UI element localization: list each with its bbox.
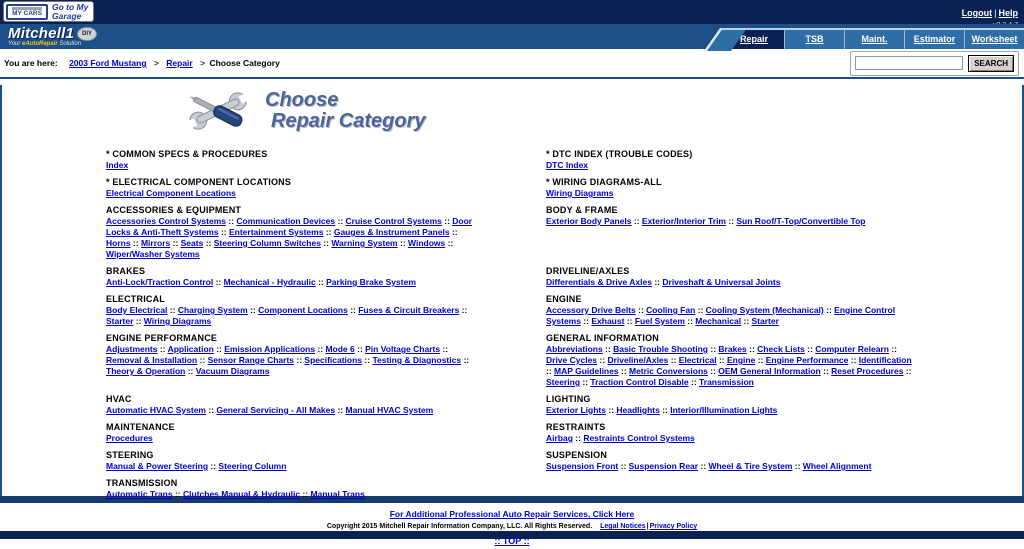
link-separator: :: <box>792 461 803 471</box>
tab-tsb[interactable]: TSB <box>784 30 844 49</box>
category-link[interactable]: Starter <box>751 316 779 326</box>
link-separator: :: <box>580 377 591 387</box>
category-link[interactable]: Sensor Range Charts <box>207 355 295 365</box>
category-link[interactable]: Entertainment Systems <box>228 227 324 237</box>
category-link[interactable]: Starter <box>106 316 134 326</box>
category-section-suspension <box>546 450 918 472</box>
category-title: LIGHTING <box>546 394 591 404</box>
link-separator: :: <box>130 238 141 248</box>
category-link[interactable]: Identification <box>858 355 912 365</box>
link-separator: :: <box>172 489 183 499</box>
category-link[interactable]: Transmission <box>699 377 754 387</box>
privacy-policy-link[interactable]: Privacy Policy <box>649 523 698 530</box>
category-link[interactable]: Brakes <box>718 344 747 354</box>
category-link[interactable]: Emission Applications <box>224 344 316 354</box>
category-links <box>106 489 478 500</box>
link-separator: :: <box>294 355 305 365</box>
professional-services-link[interactable]: For Additional Professional Auto Repair Services, Click Here <box>389 509 635 519</box>
category-link[interactable]: MAP Guidelines <box>554 366 619 376</box>
category-link[interactable]: Seats <box>180 238 204 248</box>
link-separator: :: <box>213 277 224 287</box>
link-separator: :: <box>651 277 663 287</box>
category-section-brakes <box>106 266 478 288</box>
category-link[interactable]: Warning System <box>331 238 398 248</box>
page-title-line2: Repair Category <box>271 110 426 132</box>
footer <box>0 503 1024 546</box>
link-separator: :: <box>688 377 700 387</box>
category-link[interactable]: Fuel System <box>634 316 685 326</box>
link-separator: :: <box>440 344 449 354</box>
link-separator: :: <box>618 461 629 471</box>
link-separator: :: <box>708 344 719 354</box>
category-links <box>546 277 918 288</box>
top-bar <box>0 0 1024 24</box>
link-separator: :: <box>461 355 470 365</box>
my-cars-plate-icon <box>6 4 48 20</box>
link-separator: :: <box>618 366 629 376</box>
category-link[interactable]: Door Locks & Anti-Theft Systems <box>106 216 473 237</box>
category-links <box>106 305 478 327</box>
category-title: ENGINE <box>546 294 582 304</box>
mitchell1-logo[interactable] <box>8 25 97 47</box>
category-title: * WIRING DIAGRAMS-ALL <box>546 177 662 187</box>
category-link[interactable]: Mechanical <box>695 316 742 326</box>
category-link[interactable]: Driveshaft & Universal Joints <box>662 277 781 287</box>
copyright-text: Copyright 2015 Mitchell Repair Information Company, LLC. All Rights Reserved. <box>326 523 593 530</box>
breadcrumb <box>4 58 280 68</box>
category-links <box>106 160 478 171</box>
category-link[interactable]: Theory & Operation <box>106 366 186 376</box>
link-separator: :: <box>707 366 719 376</box>
category-link[interactable]: Steering Column Switches <box>213 238 321 248</box>
link-separator: :: <box>695 305 706 315</box>
tab-worksheet[interactable]: Worksheet <box>964 30 1024 49</box>
breadcrumb-row <box>0 49 1024 79</box>
category-links <box>106 344 478 377</box>
link-separator: :: <box>597 355 608 365</box>
category-link[interactable]: Steering <box>546 377 581 387</box>
category-link[interactable]: Cooling System (Mechanical) <box>705 305 824 315</box>
category-link[interactable]: Cruise Control Systems <box>345 216 442 226</box>
breadcrumb-prefix: You are here: <box>4 58 58 68</box>
category-title: MAINTENANCE <box>106 422 175 432</box>
breadcrumb-separator: > <box>153 58 159 68</box>
category-link[interactable]: Drive Cycles <box>546 355 598 365</box>
category-link[interactable]: Vacuum Diagrams <box>195 366 270 376</box>
link-separator: :: <box>300 489 311 499</box>
link-separator: :: <box>888 344 897 354</box>
link-divider: | <box>646 523 649 530</box>
category-section-hvac <box>106 394 478 416</box>
category-link[interactable]: Exterior/Interior Trim <box>641 216 726 226</box>
link-separator: :: <box>203 238 214 248</box>
category-link[interactable]: Airbag <box>546 433 573 443</box>
search-button[interactable]: SEARCH <box>968 55 1014 72</box>
category-section-driveline-axles <box>546 266 918 288</box>
page-header <box>185 85 1022 137</box>
category-link[interactable]: Automatic Trans <box>106 489 173 499</box>
category-links <box>546 461 918 472</box>
search-input[interactable] <box>855 56 963 70</box>
category-links <box>106 405 478 416</box>
link-divider: | <box>994 8 997 18</box>
category-title: ENGINE PERFORMANCE <box>106 333 218 343</box>
category-section-steering <box>106 450 478 472</box>
category-link[interactable]: Driveline/Axles <box>607 355 669 365</box>
category-links <box>106 277 478 288</box>
link-separator: :: <box>197 355 208 365</box>
tab-estimator[interactable]: Estimator <box>904 30 964 49</box>
category-link[interactable]: Reset Procedures <box>831 366 904 376</box>
category-section-general-information <box>546 333 918 388</box>
logout-link[interactable]: Logout <box>961 8 993 18</box>
garage-label-line2: Garage <box>52 10 82 21</box>
category-title: ACCESSORIES & EQUIPMENT <box>106 205 242 215</box>
link-separator: :: <box>362 355 373 365</box>
link-separator: :: <box>133 316 144 326</box>
category-links <box>546 344 918 388</box>
link-separator: :: <box>804 344 816 354</box>
brand-bar <box>0 24 1024 49</box>
category-section-engine-performance <box>106 333 478 388</box>
category-link[interactable]: Application <box>167 344 214 354</box>
category-link[interactable]: Charging System <box>177 305 248 315</box>
category-section-engine <box>546 294 918 327</box>
category-links <box>546 433 918 444</box>
category-title: * ELECTRICAL COMPONENT LOCATIONS <box>106 177 292 187</box>
category-link[interactable]: Check Lists <box>757 344 805 354</box>
diy-badge: DIY <box>77 27 97 41</box>
category-link[interactable]: Pin Voltage Charts <box>365 344 441 354</box>
category-link[interactable]: Clutches Manual & Hydraulic <box>183 489 301 499</box>
category-link[interactable]: Electrical Component Locations <box>106 188 236 198</box>
link-separator: :: <box>848 355 859 365</box>
category-section-accessories-equipment <box>106 205 478 260</box>
category-link[interactable]: Mirrors <box>140 238 171 248</box>
category-link[interactable]: Abbreviations <box>546 344 603 354</box>
category-section-electrical <box>106 294 478 327</box>
breadcrumb-separator: > <box>200 58 206 68</box>
category-section-restraints <box>546 422 918 444</box>
category-links <box>546 305 918 327</box>
category-link[interactable]: Electrical <box>678 355 717 365</box>
category-title: DRIVELINE/AXLES <box>546 266 630 276</box>
category-title: * DTC INDEX (TROUBLE CODES) <box>546 149 693 159</box>
link-separator: :: <box>659 405 671 415</box>
category-section-empty <box>546 478 918 500</box>
category-link[interactable]: Parking Brake System <box>326 277 416 287</box>
link-separator: :: <box>320 238 332 248</box>
garage-label-line1: Go to My <box>52 1 89 12</box>
link-separator: :: <box>631 216 642 226</box>
category-link[interactable]: Communication Devices <box>236 216 336 226</box>
category-title: RESTRAINTS <box>546 422 606 432</box>
category-link[interactable]: Specifications <box>304 355 363 365</box>
category-link[interactable]: General Servicing - All Makes <box>216 405 336 415</box>
link-separator: :: <box>185 366 196 376</box>
breadcrumb-current: Choose Category <box>209 58 280 68</box>
category-link[interactable]: Manual Trans <box>310 489 365 499</box>
link-separator: :: <box>354 344 366 354</box>
logo-text: Mitchell1 <box>8 25 74 42</box>
link-separator: :: <box>397 238 409 248</box>
category-section-dtc-index-trouble-codes <box>546 149 918 171</box>
nav-tab-strip <box>724 28 1024 49</box>
category-link[interactable]: OEM General Information <box>718 366 821 376</box>
category-link[interactable]: Mechanical - Hydraulic <box>223 277 316 287</box>
tab-repair[interactable]: Repair <box>724 30 784 49</box>
link-separator: :: <box>605 405 617 415</box>
category-link[interactable]: Interior/Illumination Lights <box>670 405 778 415</box>
category-link[interactable]: Horns <box>106 238 131 248</box>
category-link[interactable]: Steering Column <box>218 461 287 471</box>
link-separator: :: <box>726 216 737 226</box>
category-link[interactable]: Engine Control Systems <box>546 305 896 326</box>
category-link[interactable]: Testing & Diagnostics <box>372 355 462 365</box>
category-link[interactable]: Engine Performance <box>765 355 849 365</box>
link-separator: :: <box>755 355 766 365</box>
legal-notices-link[interactable]: Legal Notices <box>600 523 646 530</box>
tab-maint[interactable]: Maint. <box>844 30 904 49</box>
crossed-tools-icon <box>185 87 251 135</box>
link-separator: :: <box>157 344 168 354</box>
category-links <box>546 405 918 416</box>
category-title: SUSPENSION <box>546 450 608 460</box>
category-title: * COMMON SPECS & PROCEDURES <box>106 149 268 159</box>
page-title-line1: Choose <box>265 89 339 111</box>
link-separator: :: <box>205 405 217 415</box>
link-separator: :: <box>684 316 696 326</box>
category-link[interactable]: Manual & Power Steering <box>106 461 209 471</box>
category-link[interactable]: Restraints Control Systems <box>583 433 695 443</box>
category-section-common-specs-procedures <box>106 149 478 171</box>
link-separator: :: <box>208 461 219 471</box>
category-link[interactable]: Accessories Control Systems <box>106 216 226 226</box>
link-separator: :: <box>580 316 592 326</box>
link-separator: :: <box>668 355 679 365</box>
link-separator: :: <box>449 227 458 237</box>
category-links <box>546 188 918 199</box>
category-link[interactable]: Procedures <box>106 433 153 443</box>
category-link[interactable]: Traction Control Disable <box>590 377 689 387</box>
link-separator: :: <box>823 305 835 315</box>
breadcrumb-repair-link[interactable]: Repair <box>166 58 193 68</box>
link-separator: :: <box>546 366 555 376</box>
category-link[interactable]: Body Electrical <box>106 305 168 315</box>
plate-text: MY CARS <box>12 9 42 17</box>
category-link[interactable]: Suspension Front <box>546 461 619 471</box>
category-section-electrical-component-locations <box>106 177 478 199</box>
category-title: TRANSMISSION <box>106 478 178 488</box>
search-box <box>850 51 1019 76</box>
category-link[interactable]: Anti-Lock/Traction Control <box>106 277 214 287</box>
copyright-line <box>0 522 1024 531</box>
category-link[interactable]: Wheel & Tire System <box>708 461 793 471</box>
category-link[interactable]: Engine <box>726 355 756 365</box>
category-link[interactable]: Cooling Fan <box>646 305 696 315</box>
link-separator: :: <box>635 305 647 315</box>
category-link[interactable]: Computer Relearn <box>815 344 889 354</box>
garage-button-label <box>52 3 88 21</box>
category-title: GENERAL INFORMATION <box>546 333 659 343</box>
category-links <box>106 433 478 444</box>
link-separator: :: <box>624 316 635 326</box>
logo-tagline: Your eAutoRepair Solution <box>8 41 82 47</box>
link-separator: :: <box>820 366 832 376</box>
category-link[interactable]: Exterior Body Panels <box>546 216 632 226</box>
link-separator: :: <box>167 305 178 315</box>
category-link[interactable]: Headlights <box>616 405 660 415</box>
category-link[interactable]: Suspension Rear <box>628 461 699 471</box>
category-section-body-frame <box>546 205 918 260</box>
category-links <box>106 188 478 199</box>
category-link[interactable]: Removal & Installation <box>106 355 198 365</box>
category-link[interactable]: Automatic HVAC System <box>106 405 206 415</box>
link-separator: :: <box>698 461 709 471</box>
category-link[interactable]: Adjustments <box>106 344 158 354</box>
category-link[interactable]: Metric Conversions <box>628 366 708 376</box>
category-link[interactable]: Exterior Lights <box>546 405 606 415</box>
link-separator: :: <box>746 344 758 354</box>
category-link[interactable]: Windows <box>408 238 446 248</box>
category-link[interactable]: Exhaust <box>591 316 625 326</box>
category-links <box>546 216 918 227</box>
link-separator: :: <box>445 238 454 248</box>
category-title: STEERING <box>106 450 154 460</box>
category-link[interactable]: Basic Trouble Shooting <box>613 344 709 354</box>
breadcrumb-vehicle-link[interactable]: 2003 Ford Mustang <box>69 58 147 68</box>
help-link[interactable]: Help <box>998 8 1018 18</box>
link-separator: :: <box>903 366 912 376</box>
category-title: BRAKES <box>106 266 146 276</box>
category-link[interactable]: Wiper/Washer Systems <box>106 249 200 259</box>
link-separator: :: <box>347 305 359 315</box>
link-separator: :: <box>602 344 614 354</box>
link-separator: :: <box>315 344 326 354</box>
category-grid <box>106 149 1022 500</box>
link-separator: :: <box>716 355 727 365</box>
link-separator: :: <box>741 316 752 326</box>
page-title <box>265 90 426 132</box>
category-link[interactable]: Wiring Diagrams <box>546 188 614 198</box>
category-section-transmission <box>106 478 478 500</box>
category-section-lighting <box>546 394 918 416</box>
category-section-wiring-diagrams-all <box>546 177 918 199</box>
link-separator: :: <box>226 216 237 226</box>
category-link[interactable]: Wheel Alignment <box>802 461 872 471</box>
category-links <box>106 461 478 472</box>
category-link[interactable]: Wiring Diagrams <box>143 316 212 326</box>
link-separator: :: <box>459 305 468 315</box>
category-links <box>546 160 918 171</box>
link-separator: :: <box>335 405 346 415</box>
category-link[interactable]: Component Locations <box>258 305 348 315</box>
link-separator: :: <box>441 216 453 226</box>
category-title: ELECTRICAL <box>106 294 165 304</box>
category-link[interactable]: Accessory Drive Belts <box>546 305 636 315</box>
category-link[interactable]: Manual HVAC System <box>345 405 434 415</box>
category-link[interactable]: Sun Roof/T-Top/Convertible Top <box>736 216 866 226</box>
category-link[interactable]: DTC Index <box>546 160 589 170</box>
link-separator: :: <box>315 277 327 287</box>
category-title: BODY & FRAME <box>546 205 618 215</box>
go-to-my-garage-button[interactable] <box>3 1 94 22</box>
category-link[interactable]: Index <box>106 160 129 170</box>
category-link[interactable]: Fuses & Circuit Breakers <box>358 305 460 315</box>
category-section-maintenance <box>106 422 478 444</box>
link-separator: :: <box>335 216 346 226</box>
link-separator: :: <box>323 227 334 237</box>
category-link[interactable]: Mode 6 <box>325 344 355 354</box>
category-links <box>106 216 478 260</box>
link-separator: :: <box>213 344 225 354</box>
link-separator: :: <box>572 433 584 443</box>
link-separator: :: <box>247 305 259 315</box>
back-to-top-link[interactable]: :: TOP :: <box>494 536 530 546</box>
category-link[interactable]: Gauges & Instrument Panels <box>333 227 450 237</box>
link-separator: :: <box>218 227 229 237</box>
main-panel <box>0 85 1024 499</box>
category-title: HVAC <box>106 394 132 404</box>
category-link[interactable]: Differentials & Drive Axles <box>546 277 652 287</box>
link-separator: :: <box>170 238 181 248</box>
